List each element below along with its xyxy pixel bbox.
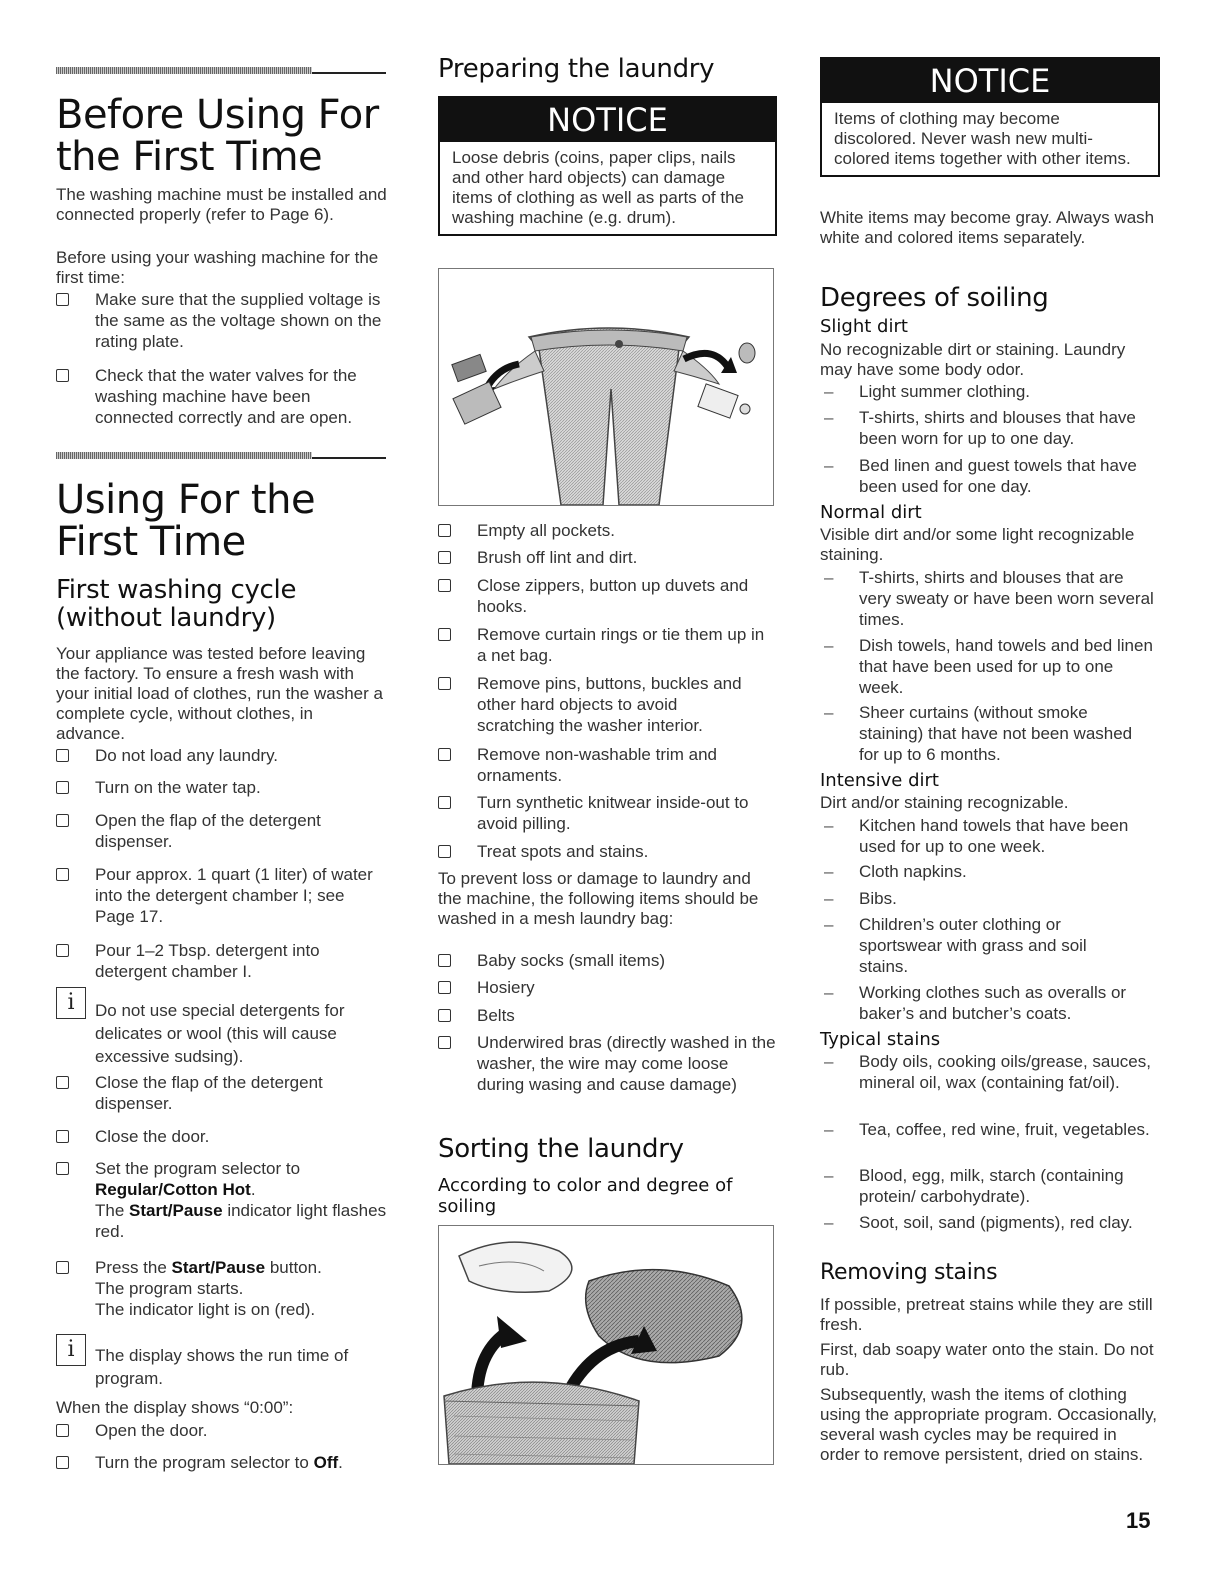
subheading-normal-dirt: Normal dirt	[820, 502, 922, 523]
checkbox-bullet-icon	[56, 868, 69, 881]
trousers-pockets-image	[439, 269, 773, 505]
checkbox-bullet-icon	[56, 1130, 69, 1143]
list-item: – Light summer clothing.	[824, 382, 1031, 401]
info-icon: i	[56, 1334, 86, 1366]
checkbox-bullet-icon	[56, 1261, 69, 1274]
notice-body: Items of clothing may become discolored. Never wash new multi-colored items together with other items.	[834, 109, 1131, 168]
list-item: Empty all pockets.	[438, 520, 776, 541]
checkbox-bullet-icon	[438, 579, 451, 592]
list-item: Treat spots and stains.	[438, 841, 776, 862]
checkbox-bullet-icon	[438, 796, 451, 809]
list-item: – Tea, coffee, red wine, fruit, vegetables.	[824, 1120, 1150, 1139]
notice-title: NOTICE	[822, 59, 1158, 103]
list-item: Open the flap of the detergent dispenser.	[56, 810, 356, 852]
normal-dirt-paragraph: Visible dirt and/or some light recognizable staining.	[820, 525, 1135, 564]
removing-paragraph-2: First, dab soapy water onto the stain. Do not rub.	[820, 1340, 1154, 1379]
checkbox-bullet-icon	[438, 677, 451, 690]
list-item: Close zippers, button up duvets and hooks.	[438, 575, 768, 617]
list-item: – T-shirts, shirts and blouses that are very sweaty or have been worn several times.	[824, 568, 1154, 629]
checkbox-bullet-icon	[56, 1162, 69, 1175]
list-item: – Bibs.	[824, 889, 897, 908]
removing-paragraph-3: Subsequently, wash the items of clothing using the appropriate program. Occasionally, several wash cycles may be required in order to remove persistent, dried on stains.	[820, 1385, 1158, 1464]
laundry-basket-image	[439, 1226, 773, 1464]
checkbox-bullet-icon	[438, 524, 451, 537]
section-rule	[56, 72, 386, 74]
list-item: Turn the program selector to Off.	[56, 1452, 392, 1473]
checkbox-bullet-icon	[438, 981, 451, 994]
list-item: Remove curtain rings or tie them up in a net bag.	[438, 624, 768, 666]
list-item: Set the program selector to Regular/Cotton Hot. The Start/Pause indicator light flashes red.	[56, 1158, 392, 1242]
list-item: – Soot, soil, sand (pigments), red clay.	[824, 1213, 1133, 1232]
list-item: – Body oils, cooking oils/grease, sauces, mineral oil, wax (containing fat/oil).	[824, 1052, 1151, 1092]
heading-sorting-laundry: Sorting the laundry	[438, 1134, 684, 1164]
list-item: Underwired bras (directly washed in the washer, the wire may come loose during wasing and cause damage)	[438, 1032, 776, 1095]
list-item: Turn on the water tap.	[56, 777, 386, 798]
heading-removing-stains: Removing stains	[820, 1260, 998, 1285]
intensive-dirt-paragraph: Dirt and/or staining recognizable.	[820, 793, 1069, 812]
checkbox-bullet-icon	[438, 1009, 451, 1022]
list-item: Pour approx. 1 quart (1 liter) of water into the detergent chamber I; see Page 17.	[56, 864, 386, 927]
notice-title: NOTICE	[440, 98, 775, 142]
removing-paragraph-1: If possible, pretreat stains while they are still fresh.	[820, 1295, 1153, 1334]
page-number: 15	[1126, 1508, 1151, 1533]
notice-body: Loose debris (coins, paper clips, nails and other hard objects) can damage items of clothing as well as parts of the washing machine (e.g. drum).	[452, 148, 744, 227]
checkbox-bullet-icon	[438, 954, 451, 967]
checkbox-bullet-icon	[438, 1036, 451, 1049]
info-note: The display shows the run time of program.	[95, 1346, 349, 1388]
section-rule	[56, 457, 386, 459]
list-item: – Sheer curtains (without smoke staining) that have not been washed for up to 6 months.	[824, 703, 1133, 764]
checkbox-bullet-icon	[438, 748, 451, 761]
heading-first-washing-cycle: First washing cycle (without laundry)	[56, 575, 297, 633]
checkbox-bullet-icon	[56, 1456, 69, 1469]
checkbox-bullet-icon	[438, 845, 451, 858]
list-item: Belts	[438, 1005, 776, 1026]
checkbox-bullet-icon	[56, 293, 69, 306]
list-item: – Dish towels, hand towels and bed linen that have been used for up to one week.	[824, 636, 1153, 697]
slight-dirt-paragraph: No recognizable dirt or staining. Laundry may have some body odor.	[820, 340, 1126, 379]
list-item: Turn synthetic knitwear inside-out to avoid pilling.	[438, 792, 776, 834]
list-item: Close the flap of the detergent dispenser.	[56, 1072, 356, 1114]
checkbox-bullet-icon	[56, 1076, 69, 1089]
list-item: – Kitchen hand towels that have been used for up to one week.	[824, 816, 1129, 856]
subheading-color-degree: According to color and degree of soiling	[438, 1175, 733, 1217]
white-items-paragraph: White items may become gray. Always wash white and colored items separately.	[820, 208, 1155, 247]
list-item: Make sure that the supplied voltage is the same as the voltage shown on the rating plate.	[56, 289, 386, 352]
checkbox-bullet-icon	[56, 944, 69, 957]
heading-using-first-time: Using For the First Time	[56, 477, 316, 565]
list-item: – Children’s outer clothing or sportswear with grass and soil stains.	[824, 915, 1087, 976]
cycle-paragraph: Your appliance was tested before leaving the factory. To ensure a fresh wash with your initial load of clothes, run the washer a complete cycle, without clothes, in advance.	[56, 644, 383, 743]
list-item: Close the door.	[56, 1126, 386, 1147]
pockets-illustration	[438, 268, 774, 506]
before-paragraph: Before using your washing machine for the first time:	[56, 248, 379, 287]
mesh-bag-paragraph: To prevent loss or damage to laundry and the machine, the following items should be washed in a mesh laundry bag:	[438, 869, 759, 928]
when-display-paragraph: When the display shows “0:00”:	[56, 1398, 294, 1417]
list-item: Do not load any laundry.	[56, 745, 386, 766]
heading-before-using: Before Using For the First Time	[56, 92, 379, 180]
sorting-illustration	[438, 1225, 774, 1465]
notice-box	[438, 96, 777, 236]
list-item: Hosiery	[438, 977, 776, 998]
heading-preparing-laundry: Preparing the laundry	[438, 54, 715, 84]
checkbox-bullet-icon	[56, 749, 69, 762]
list-item: Press the Start/Pause button. The program starts. The indicator light is on (red).	[56, 1257, 392, 1320]
checkbox-bullet-icon	[56, 1424, 69, 1437]
list-item: Brush off lint and dirt.	[438, 547, 776, 568]
list-item: Check that the water valves for the washing machine have been connected correctly and are open.	[56, 365, 392, 428]
list-item: – Blood, egg, milk, starch (containing protein/ carbohydrate).	[824, 1166, 1124, 1206]
checkbox-bullet-icon	[56, 369, 69, 382]
notice-box	[820, 57, 1160, 177]
list-item: – Cloth napkins.	[824, 862, 967, 881]
list-item: Remove non-washable trim and ornaments.	[438, 744, 768, 786]
heading-degrees-soiling: Degrees of soiling	[820, 283, 1049, 313]
checkbox-bullet-icon	[56, 814, 69, 827]
checkbox-bullet-icon	[56, 781, 69, 794]
list-item: Baby socks (small items)	[438, 950, 776, 971]
checkbox-bullet-icon	[438, 551, 451, 564]
list-item: Remove pins, buttons, buckles and other hard objects to avoid scratching the washer interior.	[438, 673, 758, 736]
list-item: – T-shirts, shirts and blouses that have been worn for up to one day.	[824, 408, 1136, 448]
subheading-typical-stains: Typical stains	[820, 1029, 941, 1050]
subheading-intensive-dirt: Intensive dirt	[820, 770, 939, 791]
checkbox-bullet-icon	[438, 628, 451, 641]
list-item: Pour 1–2 Tbsp. detergent into detergent chamber I.	[56, 940, 356, 982]
info-note: Do not use special detergents for delicates or wool (this will cause excessive sudsing).	[95, 1001, 345, 1066]
list-item: – Working clothes such as overalls or baker’s and butcher’s coats.	[824, 983, 1127, 1023]
install-paragraph: The washing machine must be installed and connected properly (refer to Page 6).	[56, 185, 387, 224]
list-item: – Bed linen and guest towels that have been used for one day.	[824, 456, 1137, 496]
subheading-slight-dirt: Slight dirt	[820, 316, 908, 337]
list-item: Open the door.	[56, 1420, 386, 1441]
info-icon: i	[56, 987, 86, 1019]
